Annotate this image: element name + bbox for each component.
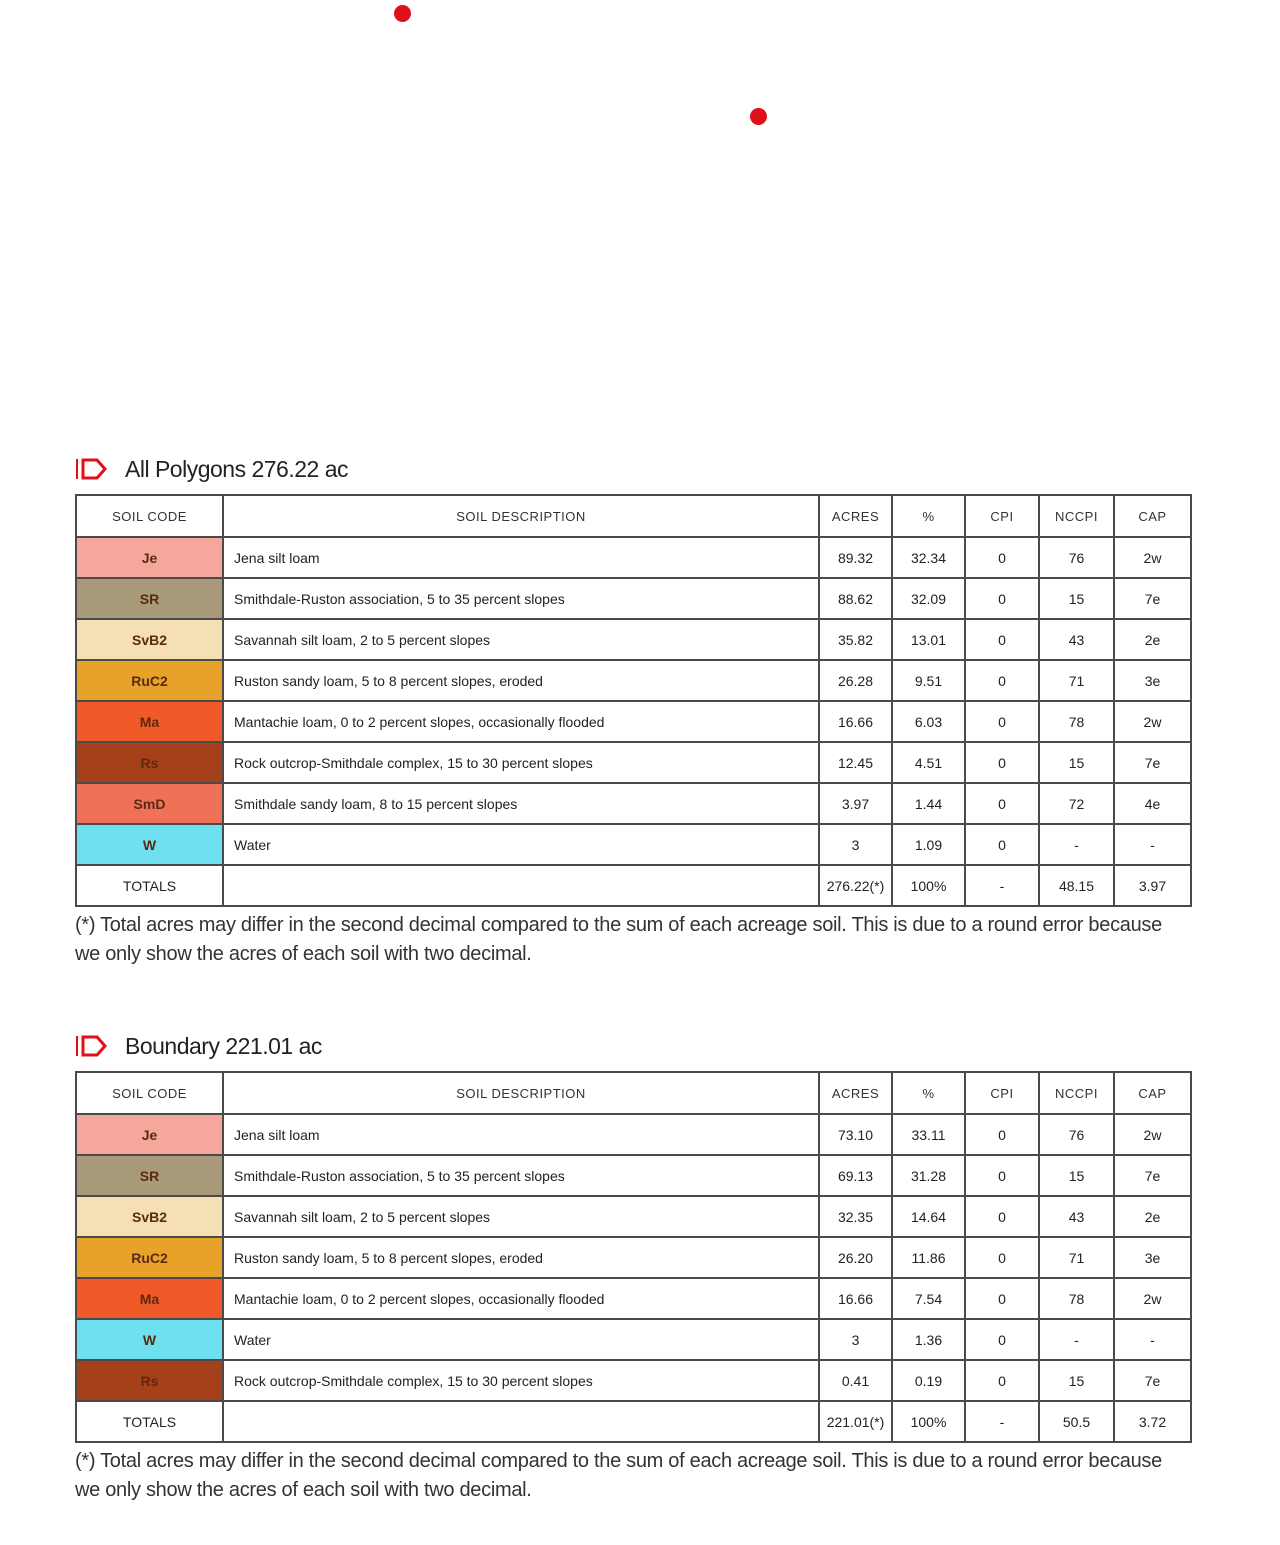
cpi-cell: 0 — [965, 824, 1039, 865]
soil-table — [75, 494, 1192, 907]
soil-code-cell: SvB2 — [76, 619, 223, 660]
acres-cell: 3 — [819, 824, 892, 865]
soil-description-cell: Jena silt loam — [223, 1114, 819, 1155]
cpi-cell: 0 — [965, 1319, 1039, 1360]
cap-cell: 2w — [1114, 1278, 1191, 1319]
cap-cell: 3e — [1114, 660, 1191, 701]
nccpi-cell: 15 — [1039, 1360, 1114, 1401]
soil-description-cell: Jena silt loam — [223, 537, 819, 578]
soil-code-cell: Je — [76, 537, 223, 578]
soil-description-cell: Smithdale sandy loam, 8 to 15 percent slopes — [223, 783, 819, 824]
section-header — [75, 1027, 1190, 1065]
totals-percent: 100% — [892, 1401, 965, 1442]
acres-cell: 73.10 — [819, 1114, 892, 1155]
cpi-cell: 0 — [965, 1278, 1039, 1319]
percent-cell: 4.51 — [892, 742, 965, 783]
nccpi-cell: 78 — [1039, 1278, 1114, 1319]
soil-code-cell: Rs — [76, 742, 223, 783]
soil-section-boundary — [75, 1027, 1190, 1505]
percent-cell: 1.44 — [892, 783, 965, 824]
table-row — [76, 1155, 1191, 1196]
totals-cpi: - — [965, 865, 1039, 906]
soil-section-all-polygons — [75, 450, 1190, 969]
soil-description-cell: Rock outcrop-Smithdale complex, 15 to 30 percent slopes — [223, 1360, 819, 1401]
section-title: Boundary 221.01 ac — [125, 1032, 322, 1059]
nccpi-cell: 72 — [1039, 783, 1114, 824]
soil-code-cell: SmD — [76, 783, 223, 824]
totals-cap: 3.72 — [1114, 1401, 1191, 1442]
cpi-cell: 0 — [965, 1155, 1039, 1196]
soil-code-cell: W — [76, 824, 223, 865]
totals-row — [76, 1401, 1191, 1442]
table-row — [76, 578, 1191, 619]
acres-cell: 69.13 — [819, 1155, 892, 1196]
nccpi-cell: 43 — [1039, 619, 1114, 660]
totals-row — [76, 865, 1191, 906]
soil-description-cell: Rock outcrop-Smithdale complex, 15 to 30 percent slopes — [223, 742, 819, 783]
cap-cell: - — [1114, 824, 1191, 865]
cap-cell: 7e — [1114, 1360, 1191, 1401]
table-row — [76, 701, 1191, 742]
acres-cell: 32.35 — [819, 1196, 892, 1237]
col-header-acres: ACRES — [819, 1072, 892, 1114]
percent-cell: 32.09 — [892, 578, 965, 619]
cpi-cell: 0 — [965, 1114, 1039, 1155]
col-header-cap: CAP — [1114, 495, 1191, 537]
cap-cell: 2e — [1114, 1196, 1191, 1237]
soil-table — [75, 1071, 1192, 1443]
soil-code-cell: RuC2 — [76, 1237, 223, 1278]
cap-cell: 7e — [1114, 578, 1191, 619]
footnote: (*) Total acres may differ in the second decimal compared to the sum of each acreage soil. This is due to a round error because we only show the acres of each soil with two decimal. — [75, 1450, 1162, 1501]
nccpi-cell: 78 — [1039, 701, 1114, 742]
nccpi-cell: 76 — [1039, 1114, 1114, 1155]
col-header-percent: % — [892, 495, 965, 537]
polygon-icon — [75, 456, 109, 482]
cpi-cell: 0 — [965, 783, 1039, 824]
col-header-cpi: CPI — [965, 495, 1039, 537]
soil-code-cell: W — [76, 1319, 223, 1360]
nccpi-cell: - — [1039, 824, 1114, 865]
cpi-cell: 0 — [965, 660, 1039, 701]
nccpi-cell: 15 — [1039, 742, 1114, 783]
cpi-cell: 0 — [965, 1360, 1039, 1401]
table-header-row — [76, 1072, 1191, 1114]
totals-label: TOTALS — [76, 865, 223, 906]
percent-cell: 7.54 — [892, 1278, 965, 1319]
percent-cell: 31.28 — [892, 1155, 965, 1196]
acres-cell: 35.82 — [819, 619, 892, 660]
nccpi-cell: 15 — [1039, 1155, 1114, 1196]
nccpi-cell: 71 — [1039, 1237, 1114, 1278]
footnote: (*) Total acres may differ in the second decimal compared to the sum of each acreage soil. This is due to a round error because we only show the acres of each soil with two decimal. — [75, 914, 1162, 965]
acres-cell: 3.97 — [819, 783, 892, 824]
soil-description-cell: Smithdale-Ruston association, 5 to 35 percent slopes — [223, 578, 819, 619]
nccpi-cell: - — [1039, 1319, 1114, 1360]
cap-cell: 7e — [1114, 742, 1191, 783]
totals-label: TOTALS — [76, 1401, 223, 1442]
table-row — [76, 1278, 1191, 1319]
acres-cell: 26.28 — [819, 660, 892, 701]
soil-code-cell: Ma — [76, 701, 223, 742]
acres-cell: 12.45 — [819, 742, 892, 783]
percent-cell: 1.09 — [892, 824, 965, 865]
soil-description-cell: Savannah silt loam, 2 to 5 percent slopes — [223, 619, 819, 660]
soil-description-cell: Savannah silt loam, 2 to 5 percent slopes — [223, 1196, 819, 1237]
table-row — [76, 1196, 1191, 1237]
percent-cell: 13.01 — [892, 619, 965, 660]
cpi-cell: 0 — [965, 619, 1039, 660]
soil-code-cell: SR — [76, 1155, 223, 1196]
col-header-soil-description: SOIL DESCRIPTION — [223, 1072, 819, 1114]
totals-acres: 276.22(*) — [819, 865, 892, 906]
percent-cell: 32.34 — [892, 537, 965, 578]
totals-blank-cell — [223, 1401, 819, 1442]
col-header-nccpi: NCCPI — [1039, 495, 1114, 537]
soil-description-cell: Ruston sandy loam, 5 to 8 percent slopes, eroded — [223, 660, 819, 701]
table-row — [76, 742, 1191, 783]
table-row — [76, 1319, 1191, 1360]
nccpi-cell: 15 — [1039, 578, 1114, 619]
col-header-soil-code: SOIL CODE — [76, 1072, 223, 1114]
nccpi-cell: 71 — [1039, 660, 1114, 701]
cpi-cell: 0 — [965, 1196, 1039, 1237]
col-header-percent: % — [892, 1072, 965, 1114]
table-row — [76, 1360, 1191, 1401]
acres-cell: 0.41 — [819, 1360, 892, 1401]
acres-cell: 3 — [819, 1319, 892, 1360]
totals-blank-cell — [223, 865, 819, 906]
nccpi-cell: 43 — [1039, 1196, 1114, 1237]
table-row — [76, 783, 1191, 824]
table-row — [76, 619, 1191, 660]
totals-cpi: - — [965, 1401, 1039, 1442]
table-row — [76, 1237, 1191, 1278]
percent-cell: 1.36 — [892, 1319, 965, 1360]
cap-cell: 2e — [1114, 619, 1191, 660]
table-row — [76, 537, 1191, 578]
totals-nccpi: 48.15 — [1039, 865, 1114, 906]
percent-cell: 33.11 — [892, 1114, 965, 1155]
totals-nccpi: 50.5 — [1039, 1401, 1114, 1442]
section-title: All Polygons 276.22 ac — [125, 455, 348, 482]
cap-cell: 7e — [1114, 1155, 1191, 1196]
acres-cell: 16.66 — [819, 1278, 892, 1319]
soil-description-cell: Mantachie loam, 0 to 2 percent slopes, occasionally flooded — [223, 1278, 819, 1319]
map-marker-dot — [750, 108, 767, 125]
cpi-cell: 0 — [965, 578, 1039, 619]
soil-description-cell: Ruston sandy loam, 5 to 8 percent slopes, eroded — [223, 1237, 819, 1278]
cpi-cell: 0 — [965, 701, 1039, 742]
acres-cell: 16.66 — [819, 701, 892, 742]
cap-cell: 2w — [1114, 701, 1191, 742]
soil-code-cell: Je — [76, 1114, 223, 1155]
col-header-acres: ACRES — [819, 495, 892, 537]
nccpi-cell: 76 — [1039, 537, 1114, 578]
cpi-cell: 0 — [965, 1237, 1039, 1278]
col-header-cap: CAP — [1114, 1072, 1191, 1114]
table-row — [76, 660, 1191, 701]
section-header — [75, 450, 1190, 488]
percent-cell: 14.64 — [892, 1196, 965, 1237]
soil-code-cell: SR — [76, 578, 223, 619]
cap-cell: - — [1114, 1319, 1191, 1360]
soil-description-cell: Smithdale-Ruston association, 5 to 35 percent slopes — [223, 1155, 819, 1196]
cap-cell: 2w — [1114, 1114, 1191, 1155]
soil-code-cell: Ma — [76, 1278, 223, 1319]
map-marker-dot — [394, 5, 411, 22]
totals-acres: 221.01(*) — [819, 1401, 892, 1442]
cpi-cell: 0 — [965, 742, 1039, 783]
totals-percent: 100% — [892, 865, 965, 906]
soil-code-cell: SvB2 — [76, 1196, 223, 1237]
soil-code-cell: RuC2 — [76, 660, 223, 701]
acres-cell: 89.32 — [819, 537, 892, 578]
soil-description-cell: Water — [223, 1319, 819, 1360]
soil-code-cell: Rs — [76, 1360, 223, 1401]
soil-description-cell: Mantachie loam, 0 to 2 percent slopes, occasionally flooded — [223, 701, 819, 742]
col-header-soil-description: SOIL DESCRIPTION — [223, 495, 819, 537]
table-header-row — [76, 495, 1191, 537]
totals-cap: 3.97 — [1114, 865, 1191, 906]
acres-cell: 88.62 — [819, 578, 892, 619]
col-header-soil-code: SOIL CODE — [76, 495, 223, 537]
acres-cell: 26.20 — [819, 1237, 892, 1278]
cap-cell: 4e — [1114, 783, 1191, 824]
percent-cell: 9.51 — [892, 660, 965, 701]
cap-cell: 2w — [1114, 537, 1191, 578]
cpi-cell: 0 — [965, 537, 1039, 578]
table-row — [76, 824, 1191, 865]
col-header-nccpi: NCCPI — [1039, 1072, 1114, 1114]
cap-cell: 3e — [1114, 1237, 1191, 1278]
polygon-icon — [75, 1033, 109, 1059]
col-header-cpi: CPI — [965, 1072, 1039, 1114]
table-row — [76, 1114, 1191, 1155]
percent-cell: 6.03 — [892, 701, 965, 742]
percent-cell: 0.19 — [892, 1360, 965, 1401]
soil-description-cell: Water — [223, 824, 819, 865]
percent-cell: 11.86 — [892, 1237, 965, 1278]
